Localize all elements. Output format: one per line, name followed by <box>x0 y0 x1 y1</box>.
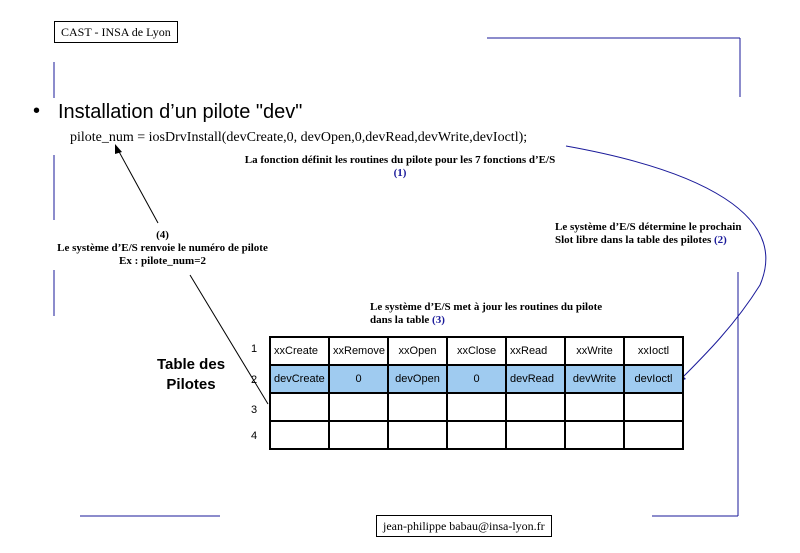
annotation-2-line2 <box>555 234 741 247</box>
cell-r3-1 <box>270 393 329 421</box>
cell-r2-close: 0 <box>447 365 506 393</box>
cell-r2-open: devOpen <box>388 365 447 393</box>
annotation-1-number: (1) <box>393 167 407 179</box>
annotation-1-text: La fonction définit les routines du pilote pour les 7 fonctions d’E/S <box>244 154 556 166</box>
cell-r2-write: devWrite <box>565 365 624 393</box>
row-number-2: 2 <box>250 374 258 386</box>
bullet: • <box>33 100 41 122</box>
cell-r3-7 <box>624 393 683 421</box>
cell-r4-5 <box>506 421 565 449</box>
cell-r3-4 <box>447 393 506 421</box>
cell-r3-6 <box>565 393 624 421</box>
cell-r4-3 <box>388 421 447 449</box>
table-row-2 <box>270 365 683 393</box>
row-number-1: 1 <box>250 343 258 355</box>
table-label <box>148 355 234 395</box>
code-line: pilote_num = iosDrvInstall(devCreate,0, devOpen,0,devRead,devWrite,devIoctl); <box>70 130 528 145</box>
cell-r4-4 <box>447 421 506 449</box>
cell-r2-create: devCreate <box>270 365 329 393</box>
cell-r2-remove: 0 <box>329 365 388 393</box>
annotation-1 <box>150 154 650 180</box>
annotation-4-number: (4) <box>156 229 169 241</box>
cell-r4-2 <box>329 421 388 449</box>
cell-r2-ioctl: devIoctl <box>624 365 683 393</box>
header-label: CAST - INSA de Lyon <box>54 21 178 43</box>
cell-r2-read: devRead <box>506 365 565 393</box>
footer-email: jean-philippe babau@insa-lyon.fr <box>376 515 552 537</box>
cell-r1-create: xxCreate <box>270 337 329 365</box>
annotation-2-line1: Le système d’E/S détermine le prochain <box>555 221 742 233</box>
cell-r3-2 <box>329 393 388 421</box>
cell-r1-write: xxWrite <box>565 337 624 365</box>
cell-r1-ioctl: xxIoctl <box>624 337 683 365</box>
row-number-3: 3 <box>250 404 258 416</box>
driver-table <box>269 336 684 450</box>
slide-title: Installation d’un pilote "dev" <box>58 101 303 123</box>
annotation-4-line2: Ex : pilote_num=2 <box>119 255 206 267</box>
table-row-3 <box>270 393 683 421</box>
cell-r4-7 <box>624 421 683 449</box>
annotation-4-line1: Le système d’E/S renvoie le numéro de pilote <box>57 242 268 254</box>
annotation-3-line1: Le système d’E/S met à jour les routines du pilote <box>370 301 603 313</box>
annotation-3 <box>370 301 602 327</box>
table-row-1 <box>270 337 683 365</box>
cell-r1-close: xxClose <box>447 337 506 365</box>
annotation-3-number: (3) <box>432 314 445 326</box>
cell-r1-open: xxOpen <box>388 337 447 365</box>
annotation-2-number: (2) <box>714 234 727 246</box>
annotation-3-line2-text: dans la table <box>370 314 430 326</box>
cell-r4-1 <box>270 421 329 449</box>
row-number-4: 4 <box>250 430 258 442</box>
table-label-line1: Table des <box>156 356 226 373</box>
cell-r3-5 <box>506 393 565 421</box>
cell-r3-3 <box>388 393 447 421</box>
annotation-2 <box>555 221 741 247</box>
table-label-line2: Pilotes <box>166 376 216 393</box>
cell-r4-6 <box>565 421 624 449</box>
cell-r1-read: xxRead <box>506 337 565 365</box>
cell-r1-remove: xxRemove <box>329 337 388 365</box>
annotation-3-line2 <box>370 314 602 327</box>
table-row-4 <box>270 421 683 449</box>
annotation-4 <box>40 229 285 268</box>
annotation-2-line2-text: Slot libre dans la table des pilotes <box>555 234 712 246</box>
